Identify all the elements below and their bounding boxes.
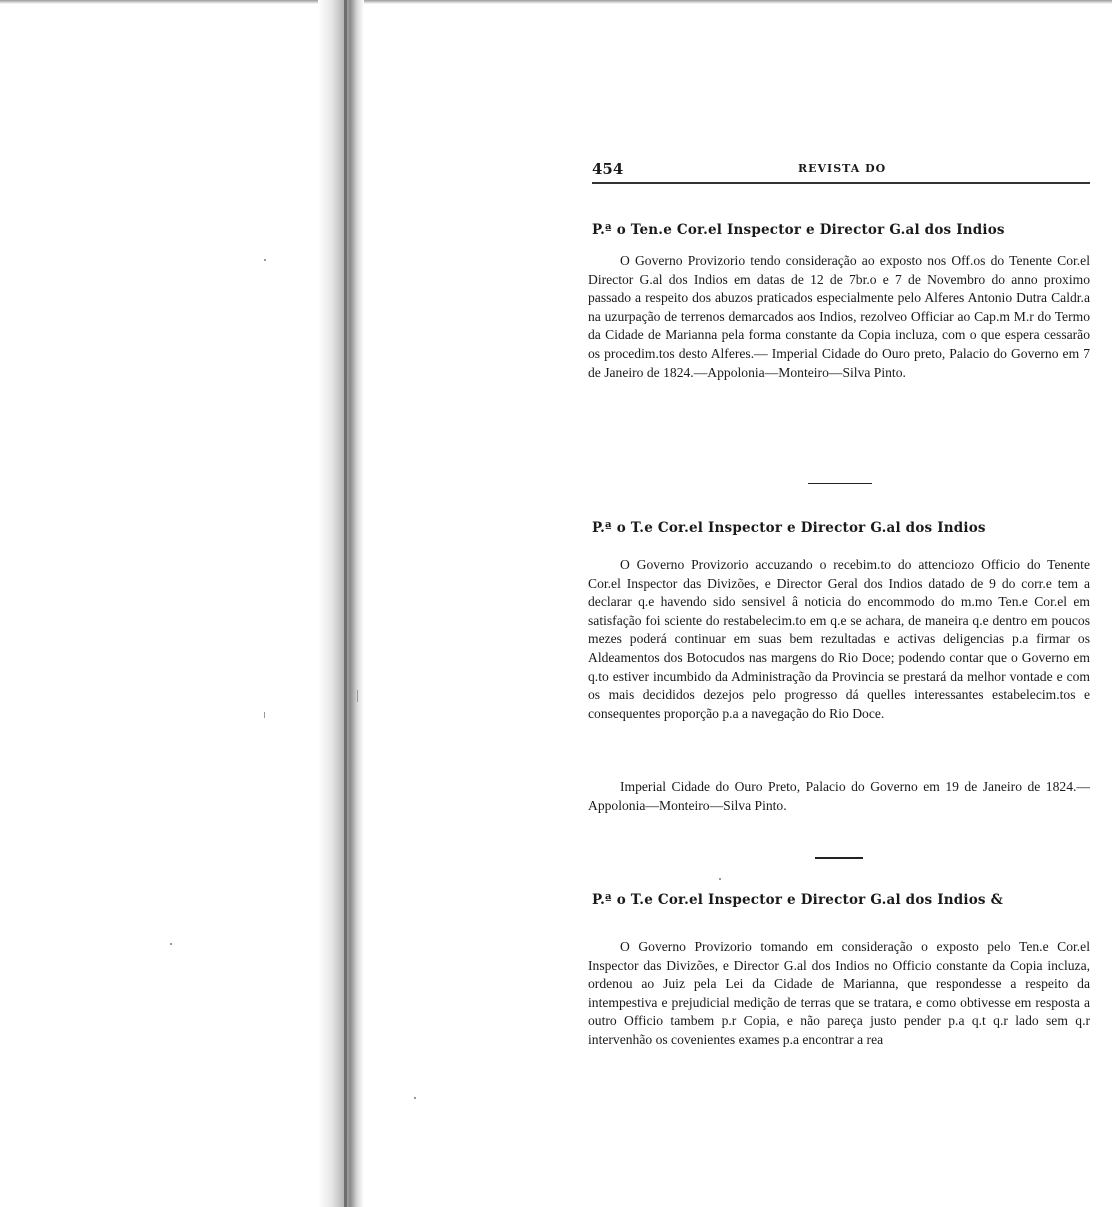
- running-title: REVISTA DO: [798, 162, 887, 175]
- section-paragraph: Imperial Cidade do Ouro Preto, Palacio do Governo em 19 de Janeiro de 1824.—Appolonia—Monteiro—Silva Pinto.: [588, 779, 1090, 813]
- section-paragraph: O Governo Provizorio tomando em consideração o exposto pelo Ten.e Cor.el Inspector das Divizões, e Director G.al dos Indios no Officio constante da Copia incluza, ordenou ao Juiz pela Lei da Cidade de Marianna, que respondesse a respeito da intempestiva e prejudicial medição de terras que se tratara, e como obtivesse em resposta a outro Officio tambem p.r Copia, e não pareça justo pender p.a q.t q.r lado sem q.r intervenhão os covenientes exames p.a encontrar a rea: [588, 939, 1090, 1047]
- section-heading: P.ª o T.e Cor.el Inspector e Director G.al dos Indios: [592, 520, 986, 536]
- scan-speck: [170, 943, 172, 945]
- page-header: [592, 160, 1090, 180]
- book-gutter: [318, 0, 364, 1207]
- section-separator: [815, 857, 863, 859]
- scan-speck: [414, 1097, 416, 1099]
- section-heading: P.ª o T.e Cor.el Inspector e Director G.al dos Indios &: [592, 892, 1004, 908]
- scan-mark: [357, 690, 358, 702]
- scan-speck: [264, 259, 266, 261]
- scan-speck: [719, 878, 721, 880]
- section-heading: P.ª o Ten.e Cor.el Inspector e Director G.al dos Indios: [592, 222, 1005, 238]
- page-number: 454: [592, 160, 624, 178]
- section-paragraph: O Governo Provizorio accuzando o recebim.to do attenciozo Officio do Tenente Cor.el Inspector das Divizões, e Director Geral dos Indios datado de 9 do corr.e tem a declarar q.e havendo sido sensivel â noticia do encommodo do m.mo Ten.e Cor.el em satisfação foi sciente do restabelecim.to em q.e se achara, de maneira q.e dentro em poucos mezes poderá continuar em suas bem rezultadas e activas deligencias p.a firmar os Aldeamentos dos Botocudos nas margens do Rio Doce; podendo contar que o Governo em q.to estiver incumbido da Administração da Provincia se prestará da melhor vontade e com os mais decididos dezejos pelo progresso dá quelles interessantes estabelecim.tos e consequentes proporção p.a a navegação do Rio Doce.: [588, 557, 1090, 721]
- page-top-edge: [0, 0, 1112, 4]
- scan-mark: [264, 712, 265, 718]
- header-rule: [592, 182, 1090, 184]
- gutter-fold-line: [344, 0, 347, 1207]
- section-separator: [808, 483, 872, 484]
- section-paragraph: O Governo Provizorio tendo consideração ao exposto nos Off.os do Tenente Cor.el Director G.al dos Indios em datas de 12 de 7br.o e 7 de Novembro do anno proximo passado a respeito dos abuzos praticados especialmente pelo Alferes Antonio Dutra Caldr.a na uzurpação de terrenos demarcados aos Indios, rezolveo Officiar ao Cap.m M.r do Termo da Cidade de Marianna pela forma constante da Copia incluza, com o que espera cessarão os procedim.tos desto Alferes.— Imperial Cidade do Ouro preto, Palacio do Governo em 7 de Janeiro de 1824.—Appolonia—Monteiro—Silva Pinto.: [588, 253, 1090, 380]
